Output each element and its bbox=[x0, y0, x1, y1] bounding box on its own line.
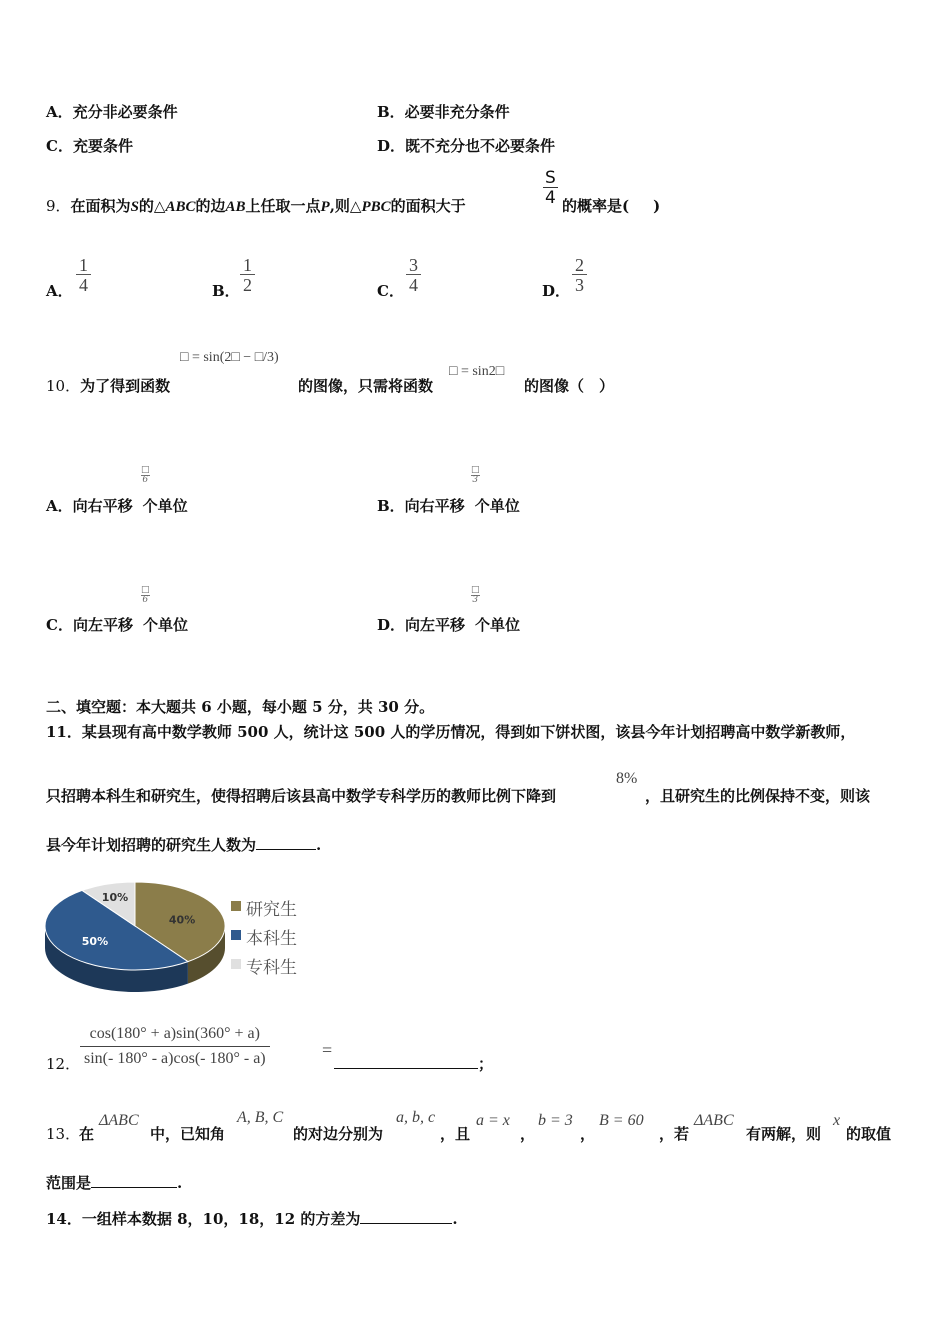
q13-condition-angle-b: B = 60 bbox=[599, 1112, 644, 1129]
section-2-heading: 二、填空题：本大题共 6 小题，每小题 5 分，共 30 分。 bbox=[46, 698, 435, 716]
q11-line-3: 县今年计划招聘的研究生人数为 . bbox=[46, 836, 322, 854]
q11-percent: 8% bbox=[616, 770, 638, 787]
q13-answer-blank bbox=[91, 1172, 177, 1188]
q12-answer-blank bbox=[334, 1053, 478, 1069]
question-14: 14．一组样本数据 8，10，18，12 的方差为 . bbox=[46, 1210, 458, 1228]
q13-triangle-2: ΔABC bbox=[694, 1112, 734, 1129]
q10-option-c-fraction: □ 6 bbox=[141, 585, 150, 605]
legend-label-junior-college: 专科生 bbox=[246, 958, 297, 978]
q10-stem-end: 的图像（ ） bbox=[524, 377, 615, 395]
q9-option-a-fraction: $\frac{1}{4}$ bbox=[76, 256, 91, 294]
q9-option-a-label: A． bbox=[46, 282, 73, 300]
pie-label-graduate: 40% bbox=[168, 913, 196, 927]
q11-line-1: 11．某县现有高中数学教师 500 人，统计这 500 人的学历情况，得到如下饼状图，该县今年计划招聘高中数学新教师， bbox=[46, 723, 856, 741]
q13-angles: A, B, C bbox=[237, 1109, 284, 1126]
q10-option-b-text: B．向右平移 个单位 bbox=[377, 497, 520, 515]
q11-line-2a: 只招聘本科生和研究生，使得招聘后该县高中数学专科学历的教师比例下降到 bbox=[46, 787, 557, 805]
q12-answer: ； bbox=[334, 1053, 493, 1074]
q8-option-c: C．充要条件 bbox=[46, 137, 133, 155]
q9-option-d-fraction: $\frac{2}{3}$ bbox=[572, 256, 587, 294]
legend-swatch-undergraduate bbox=[231, 930, 241, 940]
q13-text-1: 在 bbox=[79, 1125, 95, 1143]
q13-line-2: 范围是 . bbox=[46, 1174, 183, 1192]
q10-option-a-text: A．向右平移 个单位 bbox=[46, 497, 188, 515]
q14-answer-blank bbox=[360, 1208, 452, 1224]
q13-text-7: 的取值 bbox=[846, 1125, 892, 1143]
q12-denominator: sin(- 180° - a)cos(- 180° - a) bbox=[80, 1046, 270, 1067]
q10-formula-target: □ = sin(2□ − □/3) bbox=[180, 350, 279, 365]
q8-option-d: D．既不充分也不必要条件 bbox=[377, 137, 556, 155]
q9-number: 9． bbox=[46, 197, 71, 215]
q10-number: 10． bbox=[46, 377, 81, 395]
q8-option-b: B．必要非充分条件 bbox=[377, 103, 510, 121]
legend-swatch-junior-college bbox=[231, 959, 241, 969]
q9-option-d-label: D． bbox=[542, 282, 571, 300]
question-10-stem: 10．为了得到函数 bbox=[46, 377, 171, 395]
q13-text-3: 的对边分别为 bbox=[293, 1125, 384, 1143]
q13-text-5: ，若 bbox=[659, 1125, 690, 1143]
legend-swatch-graduate bbox=[231, 901, 241, 911]
q9-stem-end: 的概率是( ) bbox=[562, 197, 661, 215]
q13-variable-x: x bbox=[833, 1112, 841, 1129]
q13-condition-b: b = 3 bbox=[538, 1112, 573, 1129]
q10-option-a-fraction: □ 6 bbox=[141, 465, 150, 485]
q10-option-c-text: C．向左平移 个单位 bbox=[46, 616, 188, 634]
q8-option-a: A．充分非必要条件 bbox=[46, 103, 178, 121]
q11-line-2b: ，且研究生的比例保持不变，则该 bbox=[645, 787, 871, 805]
pie-label-junior-college: 10% bbox=[101, 890, 129, 904]
q13-sides: a, b, c bbox=[396, 1109, 436, 1126]
q13-separator-2: ， bbox=[580, 1125, 596, 1143]
q13-text-4: ，且 bbox=[440, 1125, 471, 1143]
q10-option-d-text: D．向左平移 个单位 bbox=[377, 616, 521, 634]
q13-text-2: 中，已知角 bbox=[150, 1125, 226, 1143]
q13-separator-1: ， bbox=[520, 1125, 536, 1143]
q12-number: 12． bbox=[46, 1055, 81, 1073]
legend-label-undergraduate: 本科生 bbox=[246, 929, 297, 949]
q12-fraction bbox=[80, 1026, 270, 1067]
q13-text-6: 有两解，则 bbox=[746, 1125, 822, 1143]
legend-label-graduate: 研究生 bbox=[246, 900, 297, 920]
q9-option-c-fraction: $\frac{3}{4}$ bbox=[406, 256, 421, 294]
q10-option-b-fraction: □ 3 bbox=[471, 465, 480, 485]
q9-option-b-label: B． bbox=[212, 282, 240, 300]
q9-option-b-fraction: $\frac{1}{2}$ bbox=[240, 256, 255, 294]
q10-option-d-fraction: □ 3 bbox=[471, 585, 480, 605]
q11-answer-blank bbox=[256, 834, 316, 850]
question-9-stem: 9．在面积为S的△ABC的边AB上任取一点P,则△PBC的面积大于 bbox=[46, 197, 466, 215]
q9-option-c-label: C． bbox=[377, 282, 404, 300]
q13-condition-a: a = x bbox=[476, 1112, 510, 1129]
q13-triangle-1: ΔABC bbox=[99, 1112, 139, 1129]
q10-stem-mid: 的图像，只需将函数 bbox=[298, 377, 434, 395]
pie-label-undergraduate: 50% bbox=[81, 935, 109, 949]
q13-number: 13． bbox=[46, 1125, 81, 1143]
q9-fraction-s-over-4: S 4 bbox=[544, 168, 556, 208]
q10-formula-source: □ = sin2□ bbox=[449, 364, 505, 379]
q12-numerator: cos(180° + a)sin(360° + a) bbox=[89, 1025, 260, 1042]
q12-equals: = bbox=[322, 1040, 333, 1060]
